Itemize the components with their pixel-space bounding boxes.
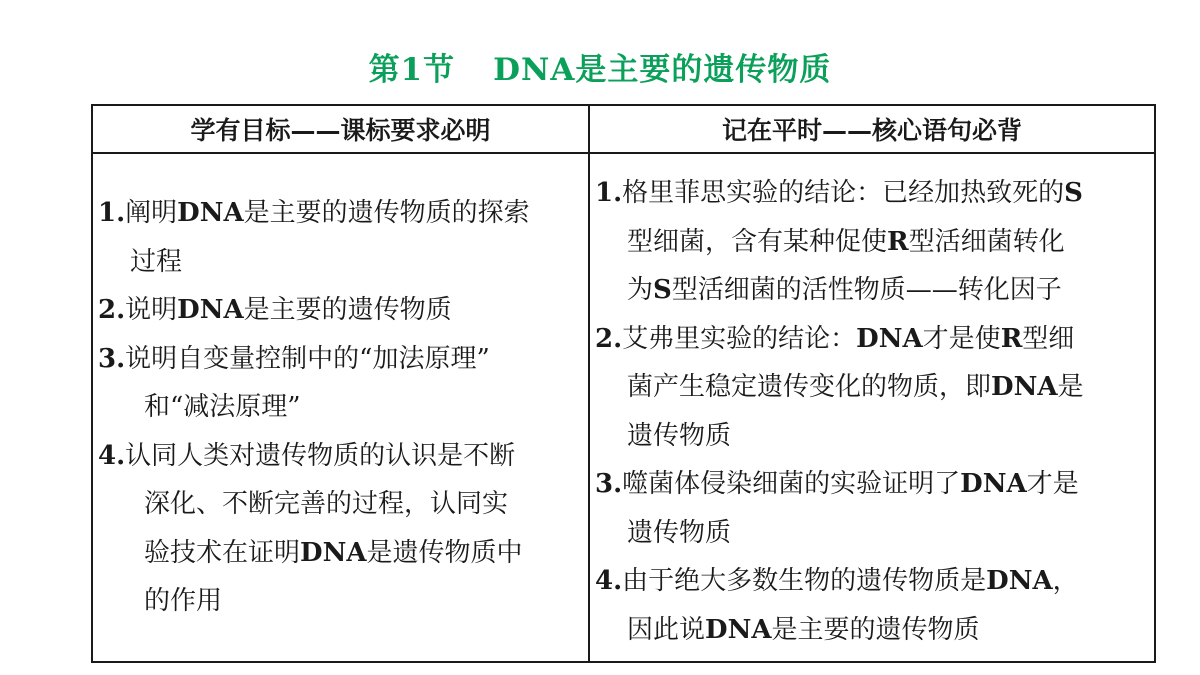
list-item xyxy=(98,286,577,335)
item-number: 2. xyxy=(595,323,623,354)
list-item xyxy=(595,557,1143,606)
list-item: 1. 阐明DNA是主要的遗传物质的探索 xyxy=(98,189,577,238)
list-item xyxy=(595,315,1143,364)
key-sentences-cell xyxy=(589,153,1155,662)
item-line: 菌产生稳定遗传变化的物质，即DNA是 xyxy=(627,372,1084,402)
header-learning-goals: 学有目标——课标要求必明 xyxy=(92,105,589,153)
list-item xyxy=(595,169,1143,218)
item-line: 说明自变量控制中的“加法原理” xyxy=(125,343,490,374)
list-item xyxy=(98,335,577,384)
item-line: 遗传物质 xyxy=(627,517,732,548)
item-line: 认同人类对遗传物质的认识是不断 xyxy=(125,440,516,471)
list-item xyxy=(98,432,577,481)
item-line: 的作用 xyxy=(144,586,223,616)
item-number: 1. xyxy=(595,178,623,208)
table-header-row xyxy=(92,105,1155,153)
header-key-sentences: 记在平时——核心语句必背 xyxy=(589,105,1155,153)
item-line: 深化、不断完善的过程，认同实 xyxy=(144,489,509,519)
item-line: 因此说DNA是主要的遗传物质 xyxy=(627,614,980,645)
item-number: 2. xyxy=(98,295,126,325)
list-item xyxy=(595,460,1143,509)
item-line: 遗传物质 xyxy=(627,420,732,451)
item-line: 验技术在证明DNA是遗传物质中 xyxy=(144,537,523,568)
learning-goals-cell xyxy=(92,153,589,662)
section-number: 第1节 xyxy=(368,52,456,88)
item-line: 说明DNA是主要的遗传物质 xyxy=(125,295,452,325)
item-number: 1. xyxy=(98,198,126,228)
item-line: 型细菌，含有某种促使R型活细菌转化 xyxy=(627,226,1065,257)
item-line: 噬菌体侵染细菌的实验证明了DNA才是 xyxy=(622,469,1079,499)
item-line: 和“减法原理” xyxy=(144,392,301,422)
item-number: 4. xyxy=(98,440,126,471)
table-body-row xyxy=(92,153,1155,662)
item-number: 3. xyxy=(595,469,623,499)
item-line: 艾弗里实验的结论：DNA才是使R型细 xyxy=(622,323,1075,354)
section-title: DNA是主要的遗传物质 xyxy=(493,52,832,88)
page-title xyxy=(0,44,1200,89)
item-line: 为S型活细菌的活性物质——转化因子 xyxy=(627,275,1062,305)
item-line: 格里菲思实验的结论：已经加热致死的S xyxy=(622,178,1083,208)
objectives-table xyxy=(91,104,1156,663)
item-number: 4. xyxy=(595,566,623,596)
item-number: 3. xyxy=(98,343,126,374)
item-line: 过程 xyxy=(130,246,183,277)
item-line: 由于绝大多数生物的遗传物质是DNA， xyxy=(622,566,1079,596)
